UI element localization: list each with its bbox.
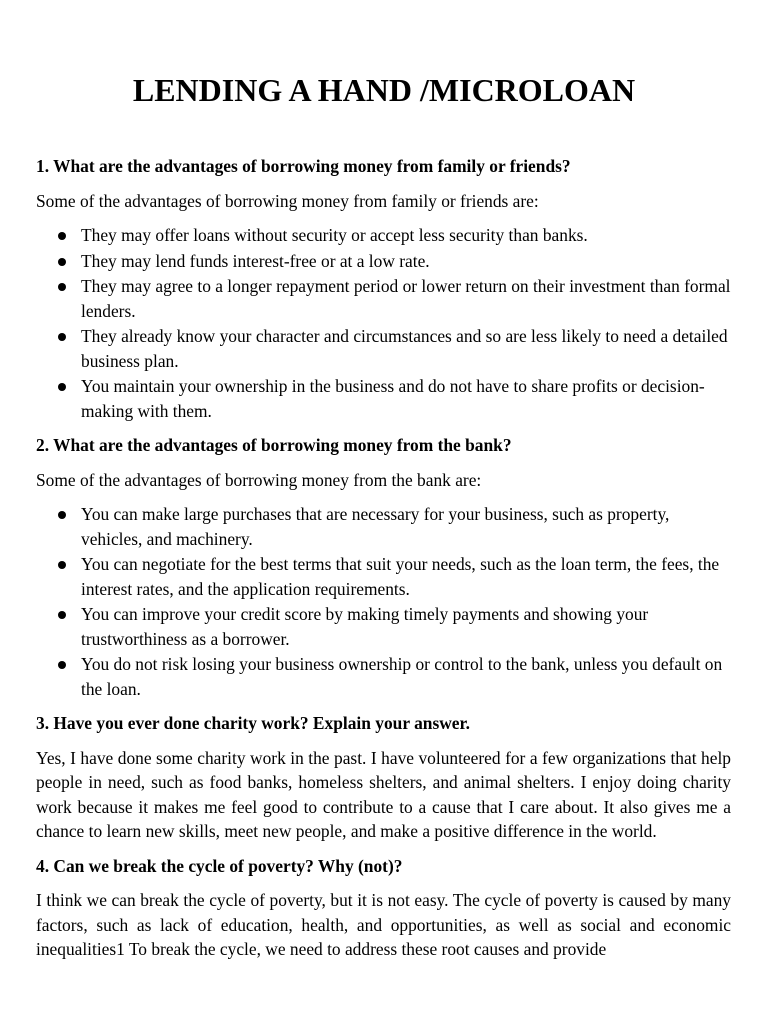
bullet-icon bbox=[58, 258, 66, 266]
list-item-text: You can improve your credit score by making timely payments and showing your trustworthiness as a borrower. bbox=[81, 604, 649, 649]
bullet-icon bbox=[58, 383, 66, 391]
bullet-icon bbox=[58, 511, 66, 519]
answer-3: Yes, I have done some charity work in the past. I have volunteered for a few organizations that help people in need, such as food banks, homeless shelters, and animal shelters. I enjoy doing charity work because it makes me feel good to contribute to a cause that I care about. It also gives me a chance to learn new skills, meet new people, and make a positive difference in the world. bbox=[36, 747, 731, 841]
answer-2-intro: Some of the advantages of borrowing money from the bank are: bbox=[36, 469, 482, 490]
list-item-text: They may offer loans without security or accept less security than banks. bbox=[81, 225, 588, 245]
list-item bbox=[36, 552, 731, 601]
bullet-icon bbox=[58, 561, 66, 569]
list-item-text: You maintain your ownership in the business and do not have to share profits or decision-making with them. bbox=[81, 376, 705, 421]
list-item bbox=[36, 652, 731, 701]
list-item bbox=[36, 249, 731, 274]
list-item bbox=[36, 274, 731, 323]
list-item-text: You can make large purchases that are necessary for your business, such as property, vehicles, and machinery. bbox=[81, 504, 670, 549]
answer-4: I think we can break the cycle of poverty, but it is not easy. The cycle of poverty is caused by many factors, such as lack of education, health, and opportunities, as well as social and economic inequalities1 To break the cycle, we need to address these root causes and provide bbox=[36, 890, 731, 959]
bullet-icon bbox=[58, 232, 66, 240]
list-item-text: You can negotiate for the best terms that suit your needs, such as the loan term, the fees, the interest rates, and the application requirements. bbox=[81, 554, 720, 599]
list-item bbox=[36, 374, 731, 423]
document-title: LENDING A HAND /MICROLOAN bbox=[132, 72, 636, 108]
document-body bbox=[36, 154, 731, 972]
answer-2-list bbox=[36, 502, 731, 701]
list-item-text: They may lend funds interest-free or at a low rate. bbox=[81, 250, 430, 271]
bullet-icon bbox=[58, 283, 66, 291]
list-item-text: They already know your character and circumstances and so are less likely to need a detailed business plan. bbox=[81, 326, 728, 371]
list-item-text: They may agree to a longer repayment period or lower return on their investment than formal lenders. bbox=[81, 276, 731, 321]
question-1: 1. What are the advantages of borrowing money from family or friends? bbox=[36, 156, 571, 176]
list-item-text: You do not risk losing your business ownership or control to the bank, unless you default on the loan. bbox=[81, 654, 723, 699]
answer-1-list bbox=[36, 223, 731, 423]
answer-1-intro: Some of the advantages of borrowing money from family or friends are: bbox=[36, 190, 539, 211]
list-item bbox=[36, 502, 731, 551]
bullet-icon bbox=[58, 611, 66, 619]
list-item bbox=[36, 602, 731, 651]
list-item bbox=[36, 223, 731, 248]
question-4: 4. Can we break the cycle of poverty? Why (not)? bbox=[36, 855, 403, 876]
bullet-icon bbox=[58, 333, 66, 341]
list-item bbox=[36, 324, 731, 373]
question-3: 3. Have you ever done charity work? Explain your answer. bbox=[36, 713, 470, 733]
bullet-icon bbox=[58, 661, 66, 669]
question-2: 2. What are the advantages of borrowing money from the bank? bbox=[36, 435, 512, 455]
